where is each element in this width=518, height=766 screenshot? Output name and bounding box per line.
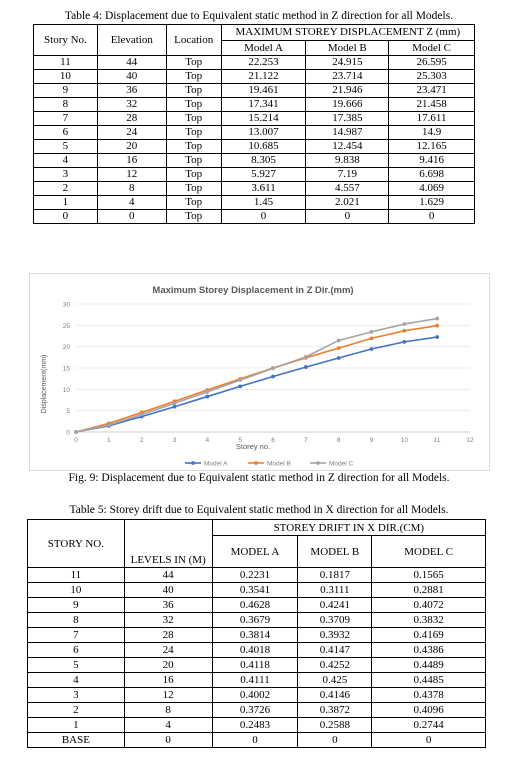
table-cell: 7 — [28, 628, 125, 643]
y-tick-label: 20 — [62, 344, 70, 352]
table-cell: 14.987 — [306, 126, 389, 140]
table-row — [34, 56, 475, 70]
data-point — [107, 423, 111, 427]
table-cell: 0.4072 — [372, 598, 486, 613]
storey-drift-table-body — [28, 568, 486, 748]
displacement-chart — [29, 273, 490, 471]
table-cell: 2 — [28, 703, 125, 718]
table-cell: 9 — [34, 84, 98, 98]
data-point — [337, 339, 341, 343]
table-row — [28, 658, 486, 673]
header-story: Story No. — [34, 25, 98, 56]
table-cell: 4 — [124, 718, 212, 733]
table-cell: 0.4018 — [212, 643, 298, 658]
table-cell: 0.4252 — [298, 658, 372, 673]
table-cell: 6.698 — [389, 168, 475, 182]
table-cell: 2.021 — [306, 196, 389, 210]
table-row — [28, 673, 486, 688]
table-cell: 17.341 — [221, 98, 306, 112]
table-cell: 0 — [97, 210, 166, 224]
data-point — [402, 329, 406, 333]
table-row — [28, 643, 486, 658]
table-cell: Top — [166, 196, 221, 210]
table-cell: 15.214 — [221, 112, 306, 126]
legend-label: Model C — [329, 460, 354, 468]
data-point — [435, 317, 439, 321]
table-cell: 0.3872 — [298, 703, 372, 718]
table-cell: 5 — [28, 658, 125, 673]
legend-label: Model B — [267, 460, 291, 468]
table-cell: 0.2231 — [212, 568, 298, 583]
legend-marker — [254, 461, 258, 465]
data-point — [173, 402, 177, 406]
x-tick-label: 0 — [74, 437, 78, 444]
table-row — [34, 126, 475, 140]
table-cell: 10 — [34, 70, 98, 84]
table-cell: 4.069 — [389, 182, 475, 196]
data-point — [337, 346, 341, 350]
table-cell: 9.416 — [389, 154, 475, 168]
table-cell: 24.915 — [306, 56, 389, 70]
table-cell: 24 — [97, 126, 166, 140]
table5-caption: Table 5: Storey drift due to Equivalent static method in X direction for all Models. — [69, 504, 449, 516]
data-point — [337, 356, 341, 360]
table-cell: 3.611 — [221, 182, 306, 196]
table-cell: 17.611 — [389, 112, 475, 126]
table-cell: 1 — [28, 718, 125, 733]
header-elevation: Elevation — [97, 25, 166, 56]
table-cell: Top — [166, 84, 221, 98]
table-cell: 0.4118 — [212, 658, 298, 673]
x-tick-label: 4 — [205, 437, 210, 444]
table-cell: 40 — [124, 583, 212, 598]
x-tick-label: 11 — [433, 437, 441, 444]
x-tick-label: 12 — [466, 437, 474, 444]
table-cell: 4 — [97, 196, 166, 210]
header-model-c: Model C — [389, 41, 475, 56]
header-storey-drift: STOREY DRIFT IN X DIR.(CM) — [212, 520, 485, 536]
chart-x-axis-label: Storey no. — [235, 442, 271, 451]
table-cell: 0.4096 — [372, 703, 486, 718]
data-point — [205, 395, 209, 399]
table-row — [28, 613, 486, 628]
table-cell: 23.714 — [306, 70, 389, 84]
table-cell: 13.007 — [221, 126, 306, 140]
table-cell: 0.3111 — [298, 583, 372, 598]
table-cell: 0.4241 — [298, 598, 372, 613]
header-levels: LEVELS IN (M) — [124, 520, 212, 568]
table-cell: 25.303 — [389, 70, 475, 84]
header-max-displacement: MAXIMUM STOREY DISPLACEMENT Z (mm) — [221, 25, 474, 41]
data-point — [238, 378, 242, 382]
figure9-caption: Fig. 9: Displacement due to Equivalent static method in Z direction for all Models. — [68, 472, 450, 484]
x-tick-label: 7 — [304, 437, 308, 444]
table-cell: 0 — [298, 733, 372, 748]
table-cell: 12.454 — [306, 140, 389, 154]
header-model-c: MODEL C — [372, 536, 486, 568]
table-cell: 0.4485 — [372, 673, 486, 688]
table-cell: 1.629 — [389, 196, 475, 210]
header-model-a: Model A — [221, 41, 306, 56]
table-cell: 6 — [28, 643, 125, 658]
data-point — [173, 405, 177, 409]
table-cell: 0.4378 — [372, 688, 486, 703]
table-cell: 8 — [34, 98, 98, 112]
table-cell: 3 — [28, 688, 125, 703]
data-point — [238, 385, 242, 389]
table-cell: 6 — [34, 126, 98, 140]
data-point — [304, 355, 308, 359]
storey-drift-table — [27, 519, 486, 748]
data-point — [140, 413, 144, 417]
chart-y-axis-label: Displacement(mm) — [41, 354, 48, 414]
table-cell: 22.253 — [221, 56, 306, 70]
table-cell: 44 — [97, 56, 166, 70]
table-cell: 4.557 — [306, 182, 389, 196]
table-row — [34, 140, 475, 154]
table-row — [34, 84, 475, 98]
table-row — [34, 196, 475, 210]
table-cell: 1 — [34, 196, 98, 210]
table-cell: Top — [166, 112, 221, 126]
header-model-b: MODEL B — [298, 536, 372, 568]
table-cell: 9.838 — [306, 154, 389, 168]
table-cell: 26.595 — [389, 56, 475, 70]
table-cell: 0.2588 — [298, 718, 372, 733]
table-cell: Top — [166, 182, 221, 196]
table-cell: 0.2744 — [372, 718, 486, 733]
header-model-b: Model B — [306, 41, 389, 56]
table-row — [28, 598, 486, 613]
chart-title: Maximum Storey Displacement in Z Dir.(mm) — [152, 285, 354, 296]
table-cell: BASE — [28, 733, 125, 748]
table-cell: 8 — [28, 613, 125, 628]
table-cell: 3 — [34, 168, 98, 182]
table-cell: 20 — [97, 140, 166, 154]
table-cell: 0 — [34, 210, 98, 224]
table-row — [28, 733, 486, 748]
table-row — [28, 703, 486, 718]
data-point — [370, 347, 374, 351]
table-cell: 9 — [28, 598, 125, 613]
table-row — [28, 568, 486, 583]
data-point — [271, 375, 275, 379]
table-cell: 8.305 — [221, 154, 306, 168]
table-row — [28, 628, 486, 643]
table-row — [34, 70, 475, 84]
x-tick-label: 6 — [271, 437, 275, 444]
table-cell: 19.461 — [221, 84, 306, 98]
table-cell: 8 — [97, 182, 166, 196]
table-cell: Top — [166, 154, 221, 168]
table-cell: 21.458 — [389, 98, 475, 112]
table-cell: Top — [166, 140, 221, 154]
table-cell: 0.4489 — [372, 658, 486, 673]
table-cell: 0.1817 — [298, 568, 372, 583]
data-point — [370, 336, 374, 340]
table-cell: 0.4147 — [298, 643, 372, 658]
table-row — [34, 154, 475, 168]
table-cell: 0.3932 — [298, 628, 372, 643]
x-tick-label: 10 — [400, 437, 408, 444]
header-location: Location — [166, 25, 221, 56]
table-cell: 10.685 — [221, 140, 306, 154]
table-cell: 0 — [212, 733, 298, 748]
table-cell: 8 — [124, 703, 212, 718]
table-cell: 0 — [306, 210, 389, 224]
data-point — [370, 330, 374, 334]
table-cell: 40 — [97, 70, 166, 84]
displacement-chart-svg — [30, 274, 489, 470]
table-cell: 0.4628 — [212, 598, 298, 613]
x-tick-label: 8 — [336, 437, 341, 444]
data-point — [74, 430, 78, 434]
table-cell: 5.927 — [221, 168, 306, 182]
x-tick-label: 1 — [107, 437, 111, 444]
displacement-table — [33, 24, 475, 224]
table-cell: 0.3709 — [298, 613, 372, 628]
table-cell: 32 — [124, 613, 212, 628]
table-cell: 5 — [34, 140, 98, 154]
table-cell: Top — [166, 98, 221, 112]
table-cell: 19.666 — [306, 98, 389, 112]
table-cell: 32 — [97, 98, 166, 112]
table-cell: Top — [166, 168, 221, 182]
table-cell: 0.1565 — [372, 568, 486, 583]
table-cell: 28 — [97, 112, 166, 126]
table-cell: Top — [166, 56, 221, 70]
table-cell: 4 — [34, 154, 98, 168]
table-cell: 0.3726 — [212, 703, 298, 718]
table-cell: 11 — [28, 568, 125, 583]
table-cell: 44 — [124, 568, 212, 583]
table-cell: 0.4169 — [372, 628, 486, 643]
x-tick-label: 5 — [238, 437, 242, 444]
table-cell: 0 — [124, 733, 212, 748]
table-cell: 2 — [34, 182, 98, 196]
header-story-no: STORY NO. — [28, 520, 125, 568]
table-cell: 10 — [28, 583, 125, 598]
y-tick-label: 10 — [62, 386, 70, 394]
table-cell: 0.4111 — [212, 673, 298, 688]
table-cell: 21.946 — [306, 84, 389, 98]
table-cell: 16 — [124, 673, 212, 688]
table-cell: 36 — [124, 598, 212, 613]
table-cell: 17.385 — [306, 112, 389, 126]
legend-marker — [191, 461, 195, 465]
table-cell: 12 — [97, 168, 166, 182]
chart-legend — [185, 461, 354, 468]
table-cell: 0.425 — [298, 673, 372, 688]
table-cell: 0.4146 — [298, 688, 372, 703]
table-cell: 1.45 — [221, 196, 306, 210]
table-cell: Top — [166, 126, 221, 140]
table-cell: 23.471 — [389, 84, 475, 98]
table-cell: 0 — [389, 210, 475, 224]
table-row — [28, 718, 486, 733]
y-tick-label: 5 — [66, 408, 70, 416]
table4-caption: Table 4: Displacement due to Equivalent static method in Z direction for all Models. — [64, 10, 454, 22]
table-cell: 0 — [372, 733, 486, 748]
data-point — [435, 335, 439, 339]
table-cell: 4 — [28, 673, 125, 688]
table-cell: Top — [166, 70, 221, 84]
table-row — [28, 583, 486, 598]
y-tick-label: 15 — [62, 365, 70, 373]
table-row — [34, 210, 475, 224]
table-cell: 0.4386 — [372, 643, 486, 658]
data-point — [435, 324, 439, 328]
chart-series — [74, 317, 439, 434]
table-cell: 16 — [97, 154, 166, 168]
table-cell: 14.9 — [389, 126, 475, 140]
table-cell: 7.19 — [306, 168, 389, 182]
data-point — [271, 367, 275, 371]
table-cell: 0.3814 — [212, 628, 298, 643]
x-tick-label: 9 — [369, 437, 374, 444]
table-cell: 7 — [34, 112, 98, 126]
y-tick-label: 25 — [62, 322, 70, 330]
x-tick-label: 3 — [172, 437, 177, 444]
series-line-2 — [76, 326, 437, 432]
data-point — [402, 322, 406, 326]
table-cell: Top — [166, 210, 221, 224]
data-point — [304, 365, 308, 369]
data-point — [402, 340, 406, 344]
displacement-table-body — [34, 56, 475, 224]
table-cell: 12 — [124, 688, 212, 703]
table-cell: 12.165 — [389, 140, 475, 154]
table-row — [34, 182, 475, 196]
table-cell: 0.2483 — [212, 718, 298, 733]
table-cell: 28 — [124, 628, 212, 643]
table-cell: 11 — [34, 56, 98, 70]
table-cell: 20 — [124, 658, 212, 673]
table-cell: 0.3679 — [212, 613, 298, 628]
table-row — [34, 112, 475, 126]
table-cell: 36 — [97, 84, 166, 98]
table-cell: 0.4002 — [212, 688, 298, 703]
table-cell: 0.2881 — [372, 583, 486, 598]
table-cell: 0.3832 — [372, 613, 486, 628]
legend-label: Model A — [204, 460, 228, 468]
table-cell: 21.122 — [221, 70, 306, 84]
table-row — [28, 688, 486, 703]
table-cell: 24 — [124, 643, 212, 658]
y-tick-label: 30 — [62, 301, 70, 309]
data-point — [205, 390, 209, 394]
table-cell: 0 — [221, 210, 306, 224]
header-model-a: MODEL A — [212, 536, 298, 568]
x-tick-label: 2 — [139, 437, 144, 444]
table-row — [34, 168, 475, 182]
table-cell: 0.3541 — [212, 583, 298, 598]
table-row — [34, 98, 475, 112]
legend-marker — [316, 461, 320, 465]
y-tick-label: 0 — [66, 429, 70, 437]
